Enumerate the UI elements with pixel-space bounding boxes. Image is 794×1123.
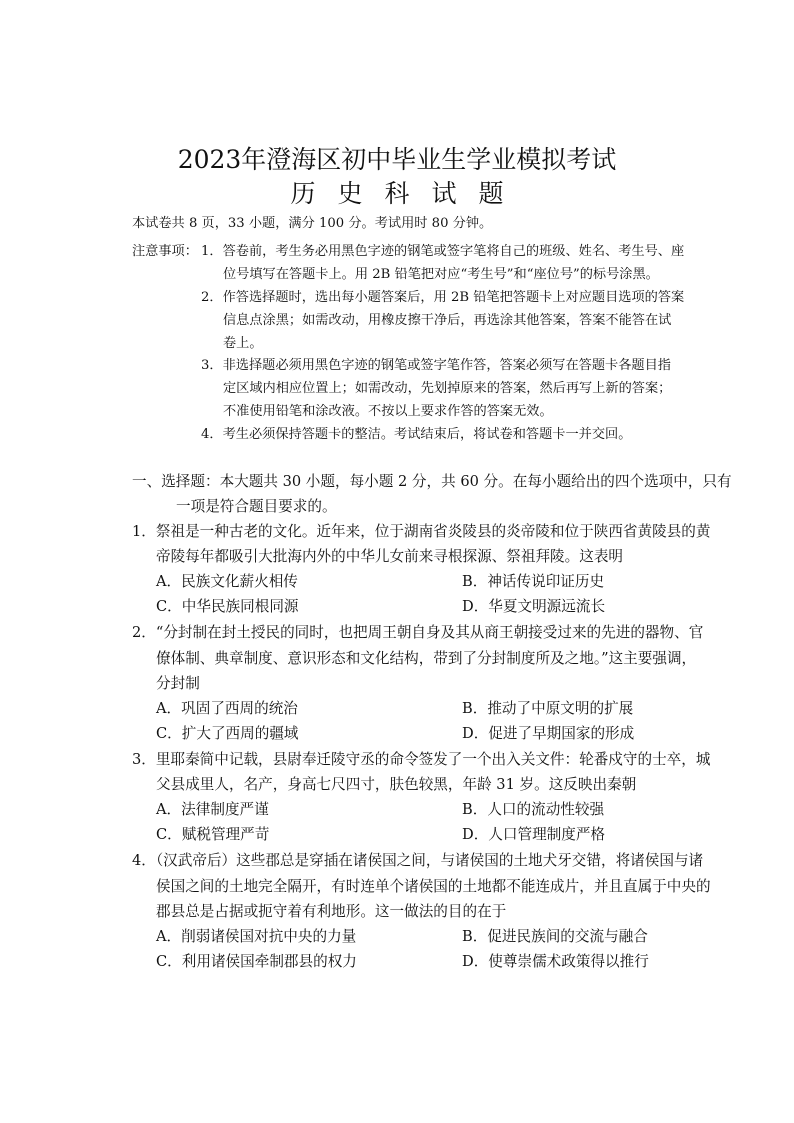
question-1-line-2: 帝陵每年都吸引大批海内外的中华儿女前来寻根探源、祭祖拜陵。这表明 bbox=[156, 548, 624, 565]
question-3-line-1: 3．里耶秦简中记载，县尉奉迁陵守丞的命令签发了一个出入关文件：轮番戍守的士卒，城 bbox=[132, 751, 711, 768]
question-2-option-a: A．巩固了西周的统治 bbox=[156, 700, 298, 717]
question-1-option-a: A．民族文化薪火相传 bbox=[156, 573, 298, 590]
question-3-option-d: D．人口管理制度严格 bbox=[462, 826, 606, 843]
notice-item-2-line-1: 2．作答选择题时，选出每小题答案后，用 2B 铅笔把答题卡上对应题目选项的答案 bbox=[201, 290, 685, 305]
exam-title: 2023年澄海区初中毕业生学业模拟考试 bbox=[177, 145, 617, 174]
section-heading-line-2: 一项是符合题目要求的。 bbox=[176, 498, 337, 515]
question-2-line-2: 僚体制、典章制度、意识形态和文化结构，带到了分封制度所及之地。”这主要强调， bbox=[156, 650, 697, 667]
question-4-line-2: 侯国之间的土地完全隔开，有时连单个诸侯国的土地都不能连成片，并且直属于中央的 bbox=[156, 878, 711, 895]
notice-label: 注意事项： bbox=[132, 244, 198, 259]
question-2-option-b: B．推动了中原文明的扩展 bbox=[462, 700, 634, 717]
question-4-line-3: 郡县总是占据或扼守着有利地形。这一做法的目的在于 bbox=[156, 903, 507, 920]
intro-text: 本试卷共 8 页，33 小题，满分 100 分。考试用时 80 分钟。 bbox=[132, 216, 493, 231]
notice-item-1-line-2: 位号填写在答题卡上。用 2B 铅笔把对应“考生号”和“座位号”的标号涂黑。 bbox=[223, 267, 659, 282]
question-2-line-3: 分封制 bbox=[156, 675, 200, 692]
question-4-option-a: A．削弱诸侯国对抗中央的力量 bbox=[156, 928, 357, 945]
question-1-option-d: D．华夏文明源远流长 bbox=[462, 598, 606, 615]
question-2-option-c: C．扩大了西周的疆域 bbox=[156, 725, 299, 742]
notice-item-1-line-1: 1．答卷前，考生务必用黑色字迹的钢笔或签字笔将自己的班级、姓名、考生号、座 bbox=[201, 244, 685, 259]
notice-item-3-line-2: 定区域内相应位置上；如需改动，先划掉原来的答案，然后再写上新的答案； bbox=[223, 381, 672, 396]
exam-subtitle: 历史科试题 bbox=[290, 179, 526, 208]
question-4-option-c: C．利用诸侯国牵制郡县的权力 bbox=[156, 953, 357, 970]
notice-item-3-line-3: 不准使用铅笔和涂改液。不按以上要求作答的答案无效。 bbox=[223, 404, 553, 419]
question-4-option-d: D．使尊崇儒术政策得以推行 bbox=[462, 953, 649, 970]
section-heading-line-1: 一、选择题：本大题共 30 小题，每小题 2 分，共 60 分。在每小题给出的四个选项中，只有 bbox=[132, 473, 732, 490]
question-2-option-d: D．促进了早期国家的形成 bbox=[462, 725, 635, 742]
question-4-option-b: B．促进民族间的交流与融合 bbox=[462, 928, 648, 945]
notice-item-3-line-1: 3．非选择题必须用黑色字迹的钢笔或签字笔作答，答案必须写在答题卡各题目指 bbox=[201, 358, 671, 373]
question-3-option-b: B．人口的流动性较强 bbox=[462, 801, 605, 818]
question-3-line-2: 父县成里人，名产，身高七尺四寸，肤色较黑，年龄 31 岁。这反映出秦朝 bbox=[156, 776, 637, 793]
question-1-option-b: B．神话传说印证历史 bbox=[462, 573, 605, 590]
question-3-option-c: C．赋税管理严苛 bbox=[156, 826, 270, 843]
question-1-option-c: C．中华民族同根同源 bbox=[156, 598, 299, 615]
question-3-option-a: A．法律制度严谨 bbox=[156, 801, 269, 818]
question-1-line-1: 1．祭祖是一种古老的文化。近年来，位于湖南省炎陵县的炎帝陵和位于陕西省黄陵县的黄 bbox=[132, 523, 711, 540]
notice-item-4-line-1: 4．考生必须保持答题卡的整洁。考试结束后，将试卷和答题卡一并交回。 bbox=[201, 427, 632, 442]
notice-item-2-line-2: 信息点涂黑；如需改动，用橡皮擦干净后，再选涂其他答案，答案不能答在试 bbox=[223, 313, 672, 328]
question-4-line-1: 4．（汉武帝后）这些郡总是穿插在诸侯国之间，与诸侯国的土地犬牙交错，将诸侯国与诸 bbox=[132, 852, 704, 869]
notice-item-2-line-3: 卷上。 bbox=[223, 336, 263, 351]
question-2-line-1: 2．“分封制在封土授民的同时，也把周王朝自身及其从商王朝接受过来的先进的器物、官 bbox=[132, 624, 704, 641]
